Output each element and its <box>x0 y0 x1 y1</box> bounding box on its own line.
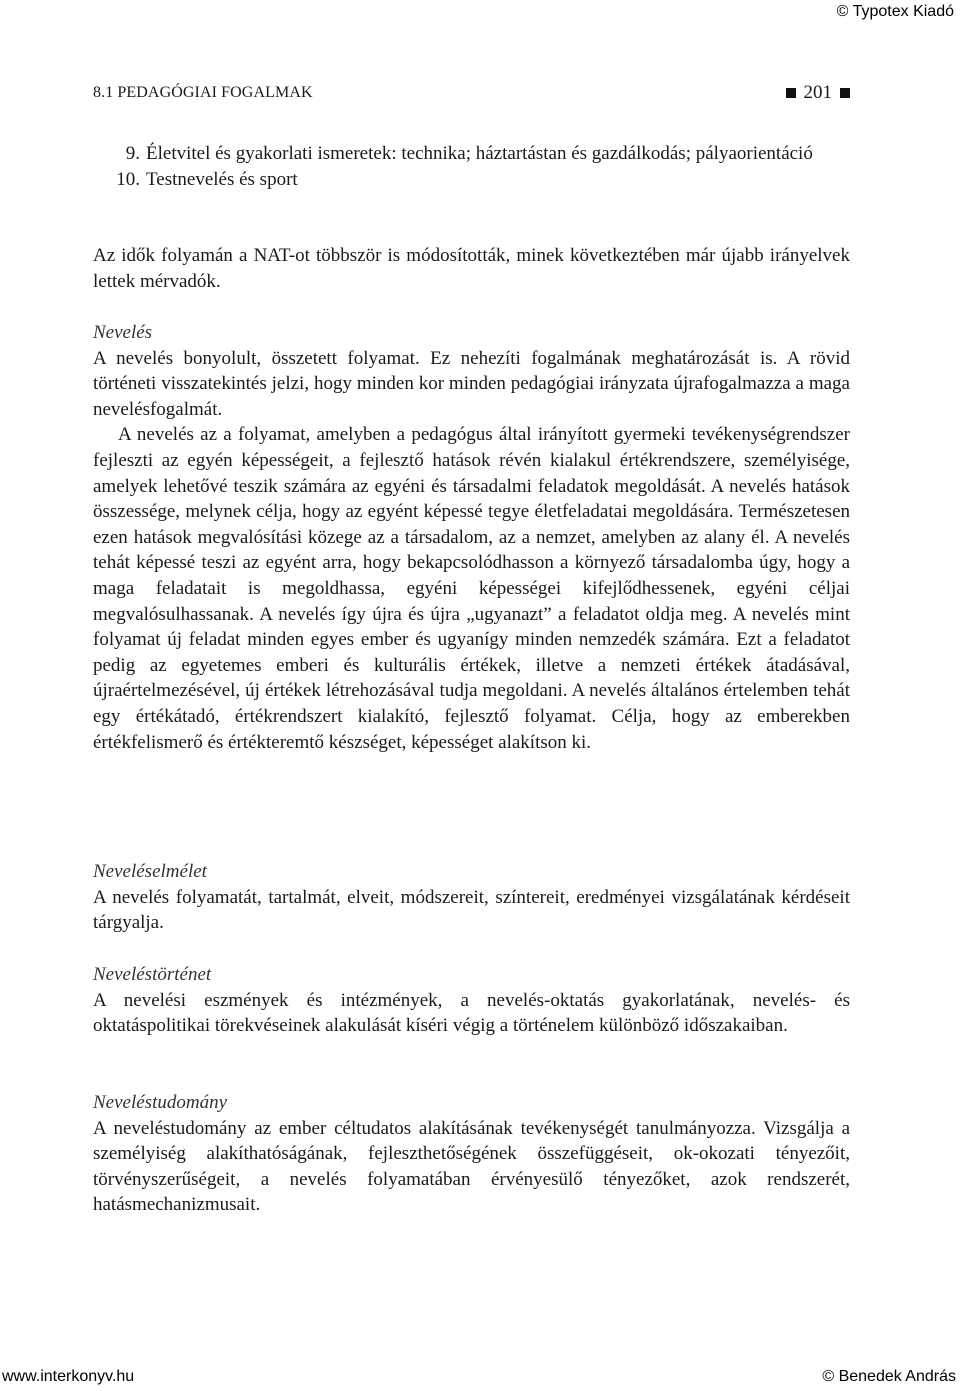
section-heading: Neveléselmélet <box>93 861 207 882</box>
section-nevelestudomany <box>93 1090 850 1218</box>
intro-section <box>93 243 850 294</box>
section-neveles <box>93 320 850 755</box>
copyright-author: © Benedek András <box>822 1368 956 1385</box>
paragraph: A nevelés bonyolult, összetett folyamat. Ez nehezíti fogalmának meghatározását is. A rövid történeti visszatekintés jelzi, hogy minden kor minden pedagógiai irányzata újrafogalmazza a maga nevelésfogalmát. <box>93 347 850 420</box>
intro-paragraph: Az idők folyamán a NAT-ot többször is módosították, minek következtében már újabb irányelvek lettek mérvadók. <box>93 245 850 292</box>
section-heading: Neveléstudomány <box>93 1092 228 1113</box>
section-heading: Neveléstörténet <box>93 964 212 985</box>
list-item-number: 10. <box>116 168 140 190</box>
square-bullet-icon <box>840 88 850 98</box>
section-heading: Nevelés <box>93 322 153 343</box>
page-number-group <box>786 82 851 104</box>
running-head <box>93 82 850 106</box>
paragraph: A neveléstudomány az ember céltudatos alakításának tevékenységét tanulmányozza. Vizsgálja a személyiség alakíthatóságának, fejleszthetőségének összefüggéseit, ok-okozati tényezőit, törvényszerűségeit, a nevelés folyamatában érvényesülő tényezőket, azok rendszerét, hatásmechanizmusait. <box>93 1117 850 1216</box>
subject-list <box>93 141 850 192</box>
list-item <box>93 141 850 167</box>
paragraph: A nevelési eszmények és intézmények, a nevelés-oktatás gyakorlatának, nevelés- és oktatáspolitikai törekvéseinek alakulását kíséri végig a történelem különböző időszakaiban. <box>93 989 850 1037</box>
square-bullet-icon <box>786 88 796 98</box>
section-neveleselmelet <box>93 859 850 936</box>
website-url: www.interkonyv.hu <box>2 1368 135 1385</box>
copyright-publisher: © Typotex Kiadó <box>836 3 954 20</box>
paragraph: A nevelés folyamatát, tartalmát, elveit, módszereit, színtereit, eredményei vizsgálatának kérdéseit tárgyalja. <box>93 886 850 934</box>
list-item-text: Életvitel és gyakorlati ismeretek: technika; háztartástan és gazdálkodás; pályaorientáció <box>146 143 813 164</box>
list-item-text: Testnevelés és sport <box>146 168 298 190</box>
section-nevelestortenet <box>93 962 850 1039</box>
list-item-number: 9. <box>125 143 140 164</box>
page-number: 201 <box>803 82 832 103</box>
chapter-title: 8.1 PEDAGÓGIAI FOGALMAK <box>93 84 313 101</box>
list-item <box>93 167 850 193</box>
paragraph: A nevelés az a folyamat, amelyben a pedagógus által irányított gyermeki tevékenységrendszer fejleszti az egyén képességeit, a fejlesztő hatások révén kialakul értékrendszere, személyisége, amelyek lehetővé teszik számára az egyéni és társadalmi feladatok megoldását. A nevelés hatások összessége, melynek célja, hogy az egyént képessé tegye életfeladatai megoldására. Természetesen ezen hatások megvalósítási közege az a társadalom, az a nemzet, amelyben az alany él. A nevelés tehát képessé teszi az egyént arra, hogy bekapcsolódhasson a környező társadalomba úgy, hogy a maga feladatait is megoldhassa, egyéni képességei kifejlődhessenek, egyéni céljai megvalósulhassanak. A nevelés így újra és újra „ugyanazt” a feladatot oldja meg. A nevelés mint folyamat új feladat minden egyes ember és ugyanígy minden nemzedék számára. Ezt a feladatot pedig az egyetemes emberi és kulturális értékek, illetve a nemzeti értékek átadásával, újraértelmezésével, új értékek létrehozásával tudja megoldani. A nevelés általános értelemben tehát egy értékátadó, értékrendszert kialakító, fejlesztő folyamat. Célja, hogy az emberekben értékfelismerő és értékteremtő készséget, képességet alakítson ki. <box>93 424 850 753</box>
